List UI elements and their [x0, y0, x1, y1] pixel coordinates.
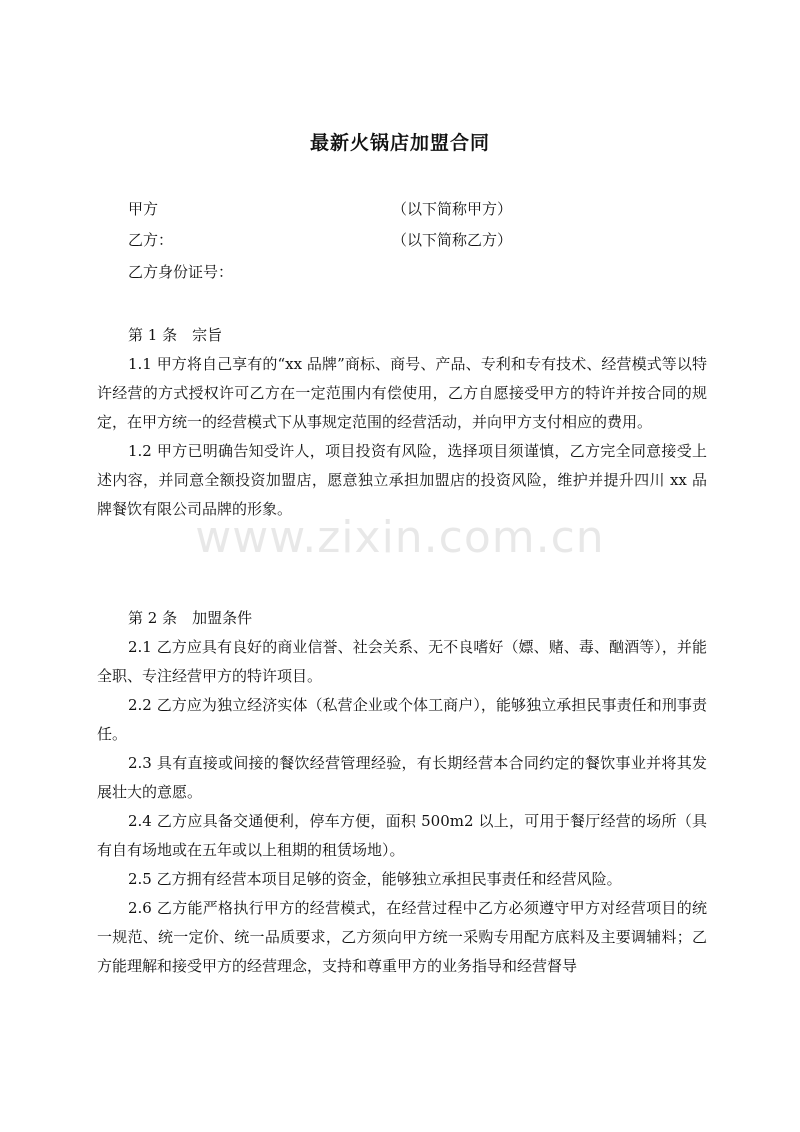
- party-b-id-label: 乙方身份证号：: [128, 263, 234, 281]
- party-a-label: 甲方: [128, 200, 159, 218]
- article-1-paragraph-1: 1.1 甲方将自己享有的“xx 品牌”商标、商号、产品、专利和专有技术、经营模式等以特许经营的方式授权许可乙方在一定范围内有偿使用，乙方自愿接受甲方的特许并按合同的规定，在甲方统一的经营模式下从事规定范围的经营活动，并向甲方支付相应的费用。: [97, 355, 707, 431]
- article-2-paragraph-3: 2.3 具有直接或间接的餐饮经营管理经验，有长期经营本合同约定的餐饮事业并将其发展壮大的意愿。: [97, 754, 707, 801]
- article-2-heading: 第 2 条 加盟条件: [128, 609, 253, 627]
- article-2-paragraph-2: 2.2 乙方应为独立经济实体（私营企业或个体工商户），能够独立承担民事责任和刑事责任。: [97, 696, 707, 743]
- article-2-paragraph-6: 2.6 乙方能严格执行甲方的经营模式，在经营过程中乙方必须遵守甲方对经营项目的统一规范、统一定价、统一品质要求，乙方须向甲方统一采购专用配方底料及主要调辅料；乙方能理解和接受甲方的经营理念，支持和尊重甲方的业务指导和经营督导: [97, 899, 707, 975]
- article-2-paragraph-1: 2.1 乙方应具有良好的商业信誉、社会关系、无不良嗜好（嫖、赌、毒、酗酒等），并能全职、专注经营甲方的特许项目。: [97, 638, 707, 685]
- article-2: [97, 604, 707, 981]
- party-b-label: 乙方：: [128, 231, 174, 249]
- article-2-paragraph-5: 2.5 乙方拥有经营本项目足够的资金，能够独立承担民事责任和经营风险。: [128, 870, 622, 888]
- article-1-heading: 第 1 条 宗旨: [128, 326, 223, 344]
- document-title: 最新火锅店加盟合同: [309, 132, 490, 154]
- watermark: www.zixin.com.cn: [195, 512, 605, 563]
- party-b-note: （以下简称乙方）: [392, 231, 513, 249]
- article-1: [97, 321, 707, 524]
- article-1-paragraph-2: 1.2 甲方已明确告知受许人，项目投资有风险，选择项目须谨慎，乙方完全同意接受上述内容，并同意全额投资加盟店，愿意独立承担加盟店的投资风险，维护并提升四川 xx 品牌餐饮有限公司品牌的形象。: [97, 442, 707, 518]
- article-2-paragraph-4: 2.4 乙方应具备交通便利，停车方便，面积 500m2 以上，可用于餐厅经营的场所（具有自有场地或在五年或以上租期的租赁场地）。: [97, 812, 707, 859]
- party-a-note: （以下简称甲方）: [392, 200, 513, 218]
